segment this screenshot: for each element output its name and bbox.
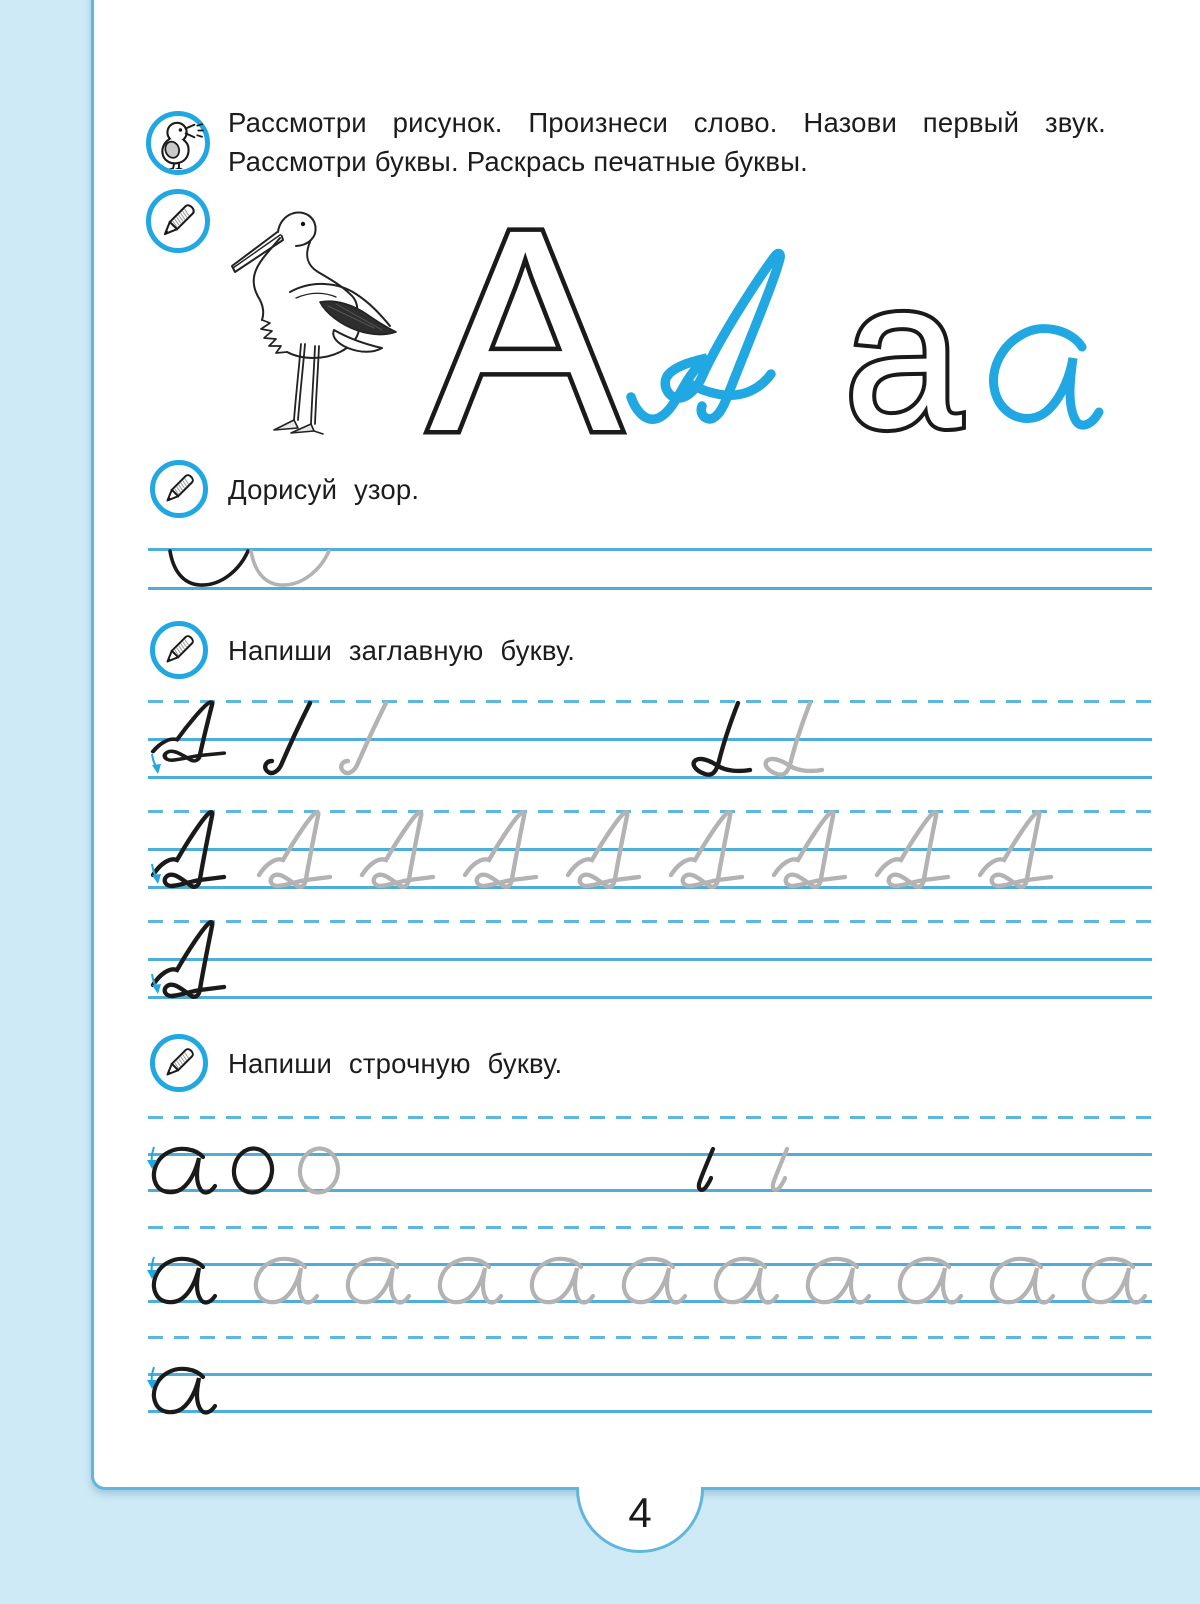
low-row1-capline (148, 1116, 1152, 1119)
cap-row3-midline (148, 958, 1152, 961)
oval-trace (294, 1147, 344, 1194)
cap-letter-trace (359, 811, 461, 890)
low-letter-trace (804, 1257, 870, 1304)
pencil-icon-task1 (150, 460, 208, 518)
low-letter-trace (528, 1257, 594, 1304)
instruction-line-1: Рассмотри рисунок. Произнеси слово. Назови первый звук. (228, 107, 1106, 138)
pencil-icon-drawing (157, 467, 201, 511)
cursive-capital-letter (628, 248, 786, 426)
print-capital-text: А (428, 170, 622, 492)
pencil-icon-drawing (157, 1041, 201, 1085)
low-letter-trace (252, 1257, 318, 1304)
start-arrow-icon (149, 863, 164, 885)
low-letter-trace (896, 1257, 962, 1304)
start-arrow-icon (146, 1146, 160, 1170)
cap-letter-trace (668, 811, 770, 890)
pencil-icon-header (146, 189, 210, 253)
low-row3-capline (148, 1336, 1152, 1339)
start-arrow-icon (146, 1366, 160, 1390)
pencil-icon-drawing (153, 196, 203, 246)
cap-letter-example (150, 811, 252, 890)
cap-stroke-trace (336, 701, 392, 780)
pattern-curve-trace (249, 550, 331, 588)
cap-row3-capline (148, 920, 1152, 923)
cap-letter-trace (977, 811, 1079, 890)
cap-letter-example (150, 921, 252, 1000)
pencil-icon-task3 (150, 1034, 208, 1092)
cap-letter-trace (256, 811, 358, 890)
print-capital-letter (428, 170, 622, 492)
cap-loop-stroke-trace (758, 701, 828, 780)
pencil-icon-task2 (150, 621, 208, 679)
low-letter-trace (1080, 1257, 1146, 1304)
cursive-lowercase-letter (985, 326, 1101, 430)
low-letter-trace (988, 1257, 1054, 1304)
task2-label: Напиши заглавную букву. (228, 635, 576, 666)
instruction-line-2: Рассмотри буквы. Раскрась печатные буквы. (228, 146, 809, 177)
page-number: 4 (628, 1489, 652, 1536)
short-stroke-example (690, 1147, 724, 1194)
cap-letter-trace (565, 811, 667, 890)
low-letter-trace (620, 1257, 686, 1304)
low-letter-trace (712, 1257, 778, 1304)
low-letter-trace (344, 1257, 410, 1304)
bird-icon-drawing (152, 117, 204, 169)
low-row3-midline (148, 1373, 1152, 1376)
print-lowercase-letter (844, 235, 962, 472)
short-stroke-trace (764, 1147, 798, 1194)
page-number-bump (576, 1487, 704, 1553)
cap-letter-example (150, 701, 252, 780)
stork-picture (224, 202, 412, 436)
start-arrow-icon (149, 973, 164, 995)
pencil-icon-drawing (157, 628, 201, 672)
cap-letter-trace (874, 811, 976, 890)
cap-row3-baseline (148, 996, 1152, 999)
low-row3-baseline (148, 1410, 1152, 1413)
cap-letter-trace (771, 811, 873, 890)
low-letter-trace (436, 1257, 502, 1304)
start-arrow-icon (146, 1256, 160, 1280)
cap-loop-stroke-example (686, 701, 756, 780)
task1-label: Дорисуй узор. (228, 474, 420, 505)
print-lowercase-text: а (844, 235, 962, 472)
oval-example (228, 1147, 278, 1194)
pattern-curve-example (168, 550, 250, 588)
cap-stroke-example (260, 701, 316, 780)
low-row2-capline (148, 1226, 1152, 1229)
task3-label: Напиши строчную букву. (228, 1048, 563, 1079)
cap-letter-trace (462, 811, 564, 890)
instruction-text (228, 103, 1106, 181)
start-arrow-icon (149, 753, 164, 775)
bird-speaking-icon (146, 111, 210, 175)
